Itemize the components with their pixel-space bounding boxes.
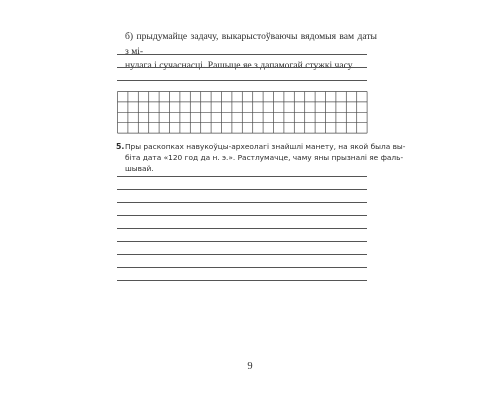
answer-line[interactable] (117, 228, 367, 229)
answer-line[interactable] (117, 280, 367, 281)
answer-line[interactable] (117, 189, 367, 190)
exercise-b-line-1: б) прыдумайце задачу, выкарыстоўваючы вядомыя вам даты з мі- (125, 31, 377, 57)
task-5-text (125, 141, 406, 175)
task-5-number: 5. (116, 142, 125, 151)
task-5-line-2: біта дата «120 год да н. э.». Растлумачце, чаму яны прызналі яе фаль- (125, 153, 404, 163)
exercise-b-line-2: нулага і сучаснасці. Рашыце яе з дапамогай стужкі часу. (125, 60, 354, 71)
answer-line[interactable] (117, 215, 367, 216)
answer-line[interactable] (117, 67, 367, 68)
answer-line[interactable] (117, 80, 367, 81)
task-5-line-1: Пры раскопках навукоўцы-археолагі знайшлі манету, на якой была вы- (125, 142, 406, 151)
answer-line[interactable] (117, 202, 367, 203)
answer-line[interactable] (117, 254, 367, 255)
task-5 (116, 141, 406, 175)
grid-cells (117, 91, 369, 135)
task-5-line-3: шывай. (125, 164, 154, 174)
answer-line[interactable] (117, 54, 367, 55)
answer-line[interactable] (117, 241, 367, 242)
drawing-grid[interactable] (117, 91, 369, 135)
page-number: 9 (247, 361, 253, 372)
answer-line[interactable] (117, 176, 367, 177)
answer-line[interactable] (117, 267, 367, 268)
